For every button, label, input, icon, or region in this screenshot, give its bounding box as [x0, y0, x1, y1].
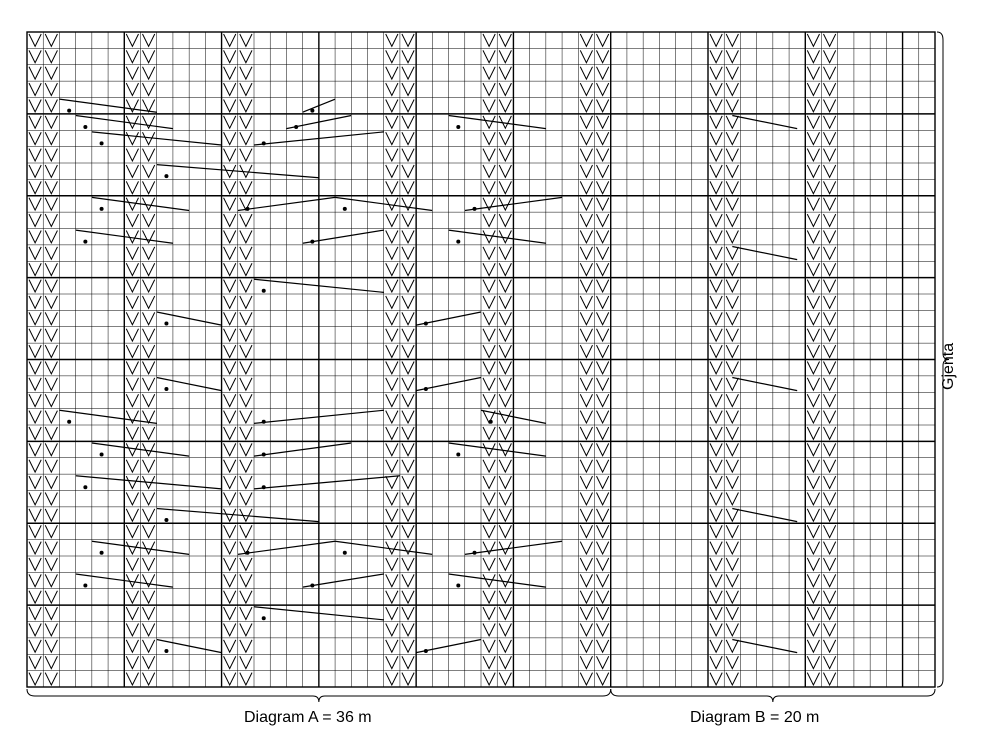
- dot-mark: [164, 174, 168, 178]
- dot-mark: [343, 551, 347, 555]
- dot-mark: [456, 125, 460, 129]
- dot-mark: [456, 583, 460, 587]
- dot-mark: [262, 485, 266, 489]
- dot-mark: [83, 485, 87, 489]
- diagram-b-label: Diagram B = 20 m: [690, 709, 820, 726]
- dot-mark: [262, 616, 266, 620]
- dot-mark: [424, 649, 428, 653]
- brace-diagram-a: [27, 689, 611, 702]
- dot-mark: [489, 420, 493, 424]
- dot-mark: [246, 551, 250, 555]
- dot-mark: [83, 125, 87, 129]
- dot-mark: [164, 518, 168, 522]
- dot-mark: [246, 207, 250, 211]
- brace-diagram-b: [611, 689, 935, 702]
- dot-mark: [164, 387, 168, 391]
- dot-mark: [100, 207, 104, 211]
- dot-mark: [473, 207, 477, 211]
- dot-mark: [164, 649, 168, 653]
- dot-mark: [310, 109, 314, 113]
- dot-mark: [456, 240, 460, 244]
- dot-mark: [294, 125, 298, 129]
- dot-mark: [456, 452, 460, 456]
- dot-mark: [83, 583, 87, 587]
- dot-mark: [164, 321, 168, 325]
- dot-mark: [310, 583, 314, 587]
- dot-mark: [262, 452, 266, 456]
- dot-mark: [424, 321, 428, 325]
- dot-mark: [67, 420, 71, 424]
- diagram-a-label: Diagram A = 36 m: [244, 709, 372, 726]
- dot-mark: [473, 551, 477, 555]
- dot-mark: [100, 551, 104, 555]
- dot-mark: [310, 240, 314, 244]
- dot-mark: [67, 109, 71, 113]
- repeat-label: Gjenta: [940, 342, 957, 390]
- dot-mark: [424, 387, 428, 391]
- dot-mark: [262, 141, 266, 145]
- dot-mark: [262, 420, 266, 424]
- dot-mark: [262, 289, 266, 293]
- dot-mark: [343, 207, 347, 211]
- dot-mark: [83, 240, 87, 244]
- dot-mark: [100, 141, 104, 145]
- dot-mark: [100, 452, 104, 456]
